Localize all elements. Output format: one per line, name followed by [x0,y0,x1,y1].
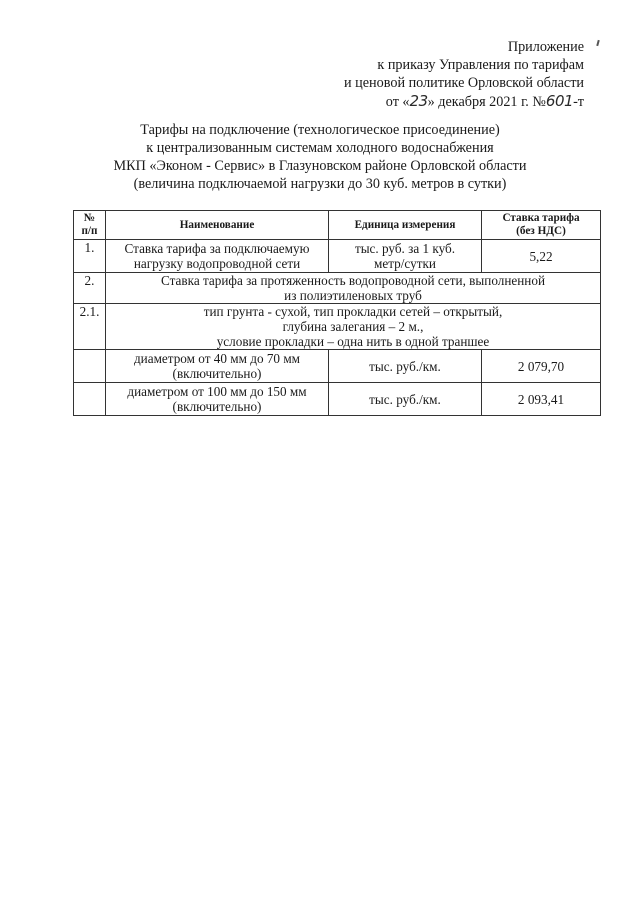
row-name: Ставка тарифа за подключаемую нагрузку водопроводной сети [106,240,329,273]
row-section-text: тип грунта - сухой, тип прокладки сетей – открытый, глубина залегания – 2 м., условие прокладки – одна нить в одной траншее [106,304,601,350]
row-num: 1. [74,240,106,273]
appendix-header [344,38,584,111]
title-line-4: (величина подключаемой нагрузки до 30 куб. метров в сутки) [133,176,507,192]
header-rate: Ставка тарифа (без НДС) [482,211,601,240]
date-middle: » декабря 2021 г. № [427,94,546,110]
appendix-order-ref: к приказу Управления по тарифам [377,57,584,73]
appendix-date-line [344,92,584,111]
row-num: 2.1. [74,304,106,350]
row-num: 2. [74,273,106,304]
date-prefix: от « [385,94,410,110]
row-rate: 2 093,41 [482,383,601,416]
table-row [74,383,601,416]
table-row [74,273,601,304]
document-title [60,121,580,193]
appendix-label: Приложение [507,39,584,55]
row-rate: 5,22 [482,240,601,273]
table-row [74,350,601,383]
row-unit: тыс. руб. за 1 куб. метр/сутки [329,240,482,273]
header-unit: Единица измерения [329,211,482,240]
row-unit: тыс. руб./км. [329,350,482,383]
table-header-row [74,211,601,240]
header-name: Наименование [106,211,329,240]
table-row [74,240,601,273]
row-unit: тыс. руб./км. [329,383,482,416]
tariff-table [73,210,601,416]
handwritten-day: 23 [409,92,428,110]
appendix-authority: и ценовой политике Орловской области [344,75,584,91]
header-num: № п/п [74,211,106,240]
handwritten-order-number: 601 [545,92,574,110]
order-suffix: -т [573,94,584,110]
row-name: диаметром от 40 мм до 70 мм (включительно) [106,350,329,383]
corner-mark [596,40,599,46]
row-rate: 2 079,70 [482,350,601,383]
row-num [74,383,106,416]
title-line-3: МКП «Эконом - Сервис» в Глазуновском районе Орловской области [113,158,527,174]
row-num [74,350,106,383]
table-row [74,304,601,350]
title-line-1: Тарифы на подключение (технологическое присоединение) [140,122,500,138]
row-name: диаметром от 100 мм до 150 мм (включительно) [106,383,329,416]
title-line-2: к централизованным системам холодного водоснабжения [146,140,494,156]
row-section-text: Ставка тарифа за протяженность водопроводной сети, выполненной из полиэтиленовых труб [106,273,601,304]
